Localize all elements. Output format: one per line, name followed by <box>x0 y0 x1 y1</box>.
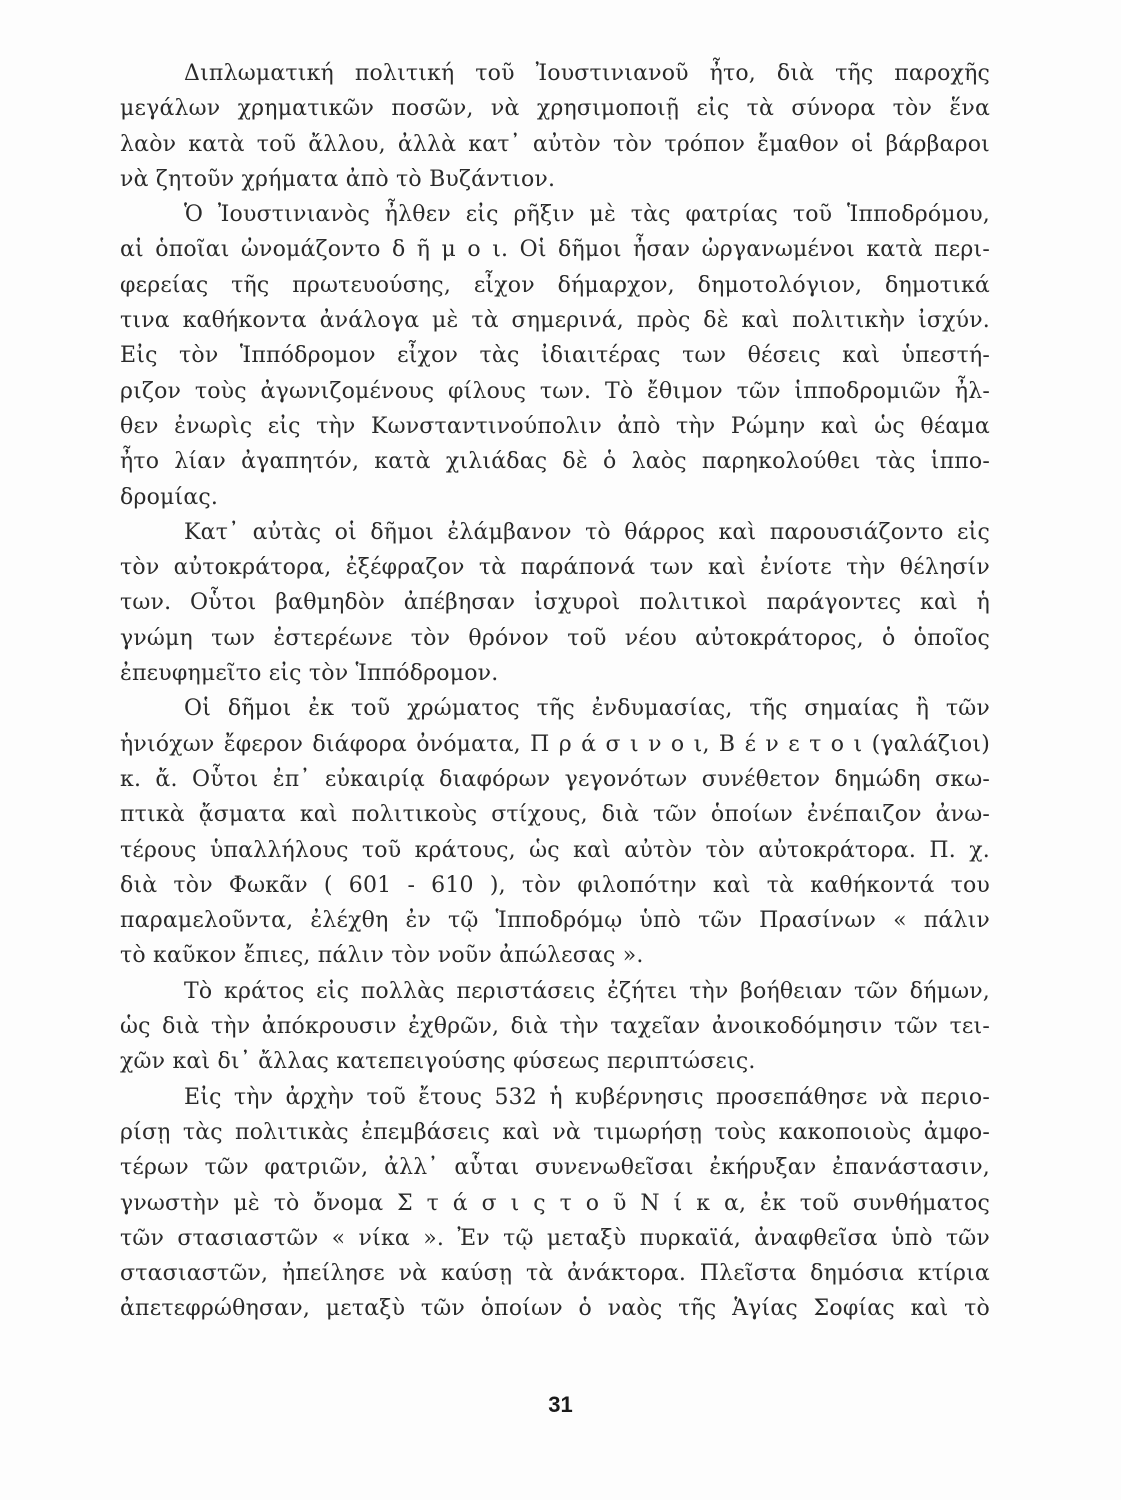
text-line: τέρους ὑπαλλήλους τοῦ κράτους, ὡς καὶ αὐτὸν τὸν αὐτοκράτορα. Π. χ. <box>120 837 990 863</box>
text-line: γνώμη των ἐστερέωνε τὸν θρόνον τοῦ νέου αὐτοκράτορος, ὁ ὁποῖος <box>120 625 990 651</box>
text-line: χῶν καὶ δι᾽ ἄλλας κατεπειγούσης φύσεως περιπτώσεις. <box>120 1049 756 1075</box>
text-line: φερείας τῆς πρωτευούσης, εἶχον δήμαρχον, δημοτολόγιον, δημοτικά <box>120 272 990 298</box>
text-line: ἐπευφημεῖτο εἰς τὸν Ἱππόδρομον. <box>120 661 499 687</box>
text-line: νὰ ζητοῦν χρήματα ἀπὸ τὸ Βυζάντιον. <box>120 166 556 192</box>
text-line: δρομίας. <box>120 484 219 510</box>
text-line: στασιαστῶν, ἠπείλησε νὰ καύσῃ τὰ ἀνάκτορα. Πλεῖστα δημόσια κτίρια <box>120 1261 990 1287</box>
text-line: τέρων τῶν φατριῶν, ἀλλ᾽ αὗται συνενωθεῖσαι ἐκήρυξαν ἐπανάστασιν, <box>120 1155 990 1181</box>
text-line: κ. ἄ. Οὗτοι ἐπ᾽ εὐκαιρίᾳ διαφόρων γεγονότων συνέθετον δημώδη σκω- <box>120 766 990 792</box>
text-line: Τὸ κράτος εἰς πολλὰς περιστάσεις ἐζήτει τὴν βοήθειαν τῶν δήμων, <box>184 978 990 1004</box>
text-line: ἡνιόχων ἔφερον διάφορα ὀνόματα, Π ρ ά σ ι ν ο ι, Β έ ν ε τ ο ι (γαλάζιοι) <box>120 731 990 757</box>
text-line: τινα καθήκοντα ἀνάλογα μὲ τὰ σημερινά, πρὸς δὲ καὶ πολιτικὴν ἰσχύν. <box>120 308 990 334</box>
text-line: γνωστὴν μὲ τὸ ὄνομα Σ τ ά σ ι ς τ ο ῦ Ν ί κ α, ἐκ τοῦ συνθήματος <box>120 1190 990 1216</box>
text-line: Οἱ δῆμοι ἐκ τοῦ χρώματος τῆς ἐνδυμασίας, τῆς σημαίας ἢ τῶν <box>184 696 990 722</box>
text-line: θεν ἐνωρὶς εἰς τὴν Κωνσταντινούπολιν ἀπὸ τὴν Ρώμην καὶ ὡς θέαμα <box>120 413 990 439</box>
text-line: πτικὰ ᾄσματα καὶ πολιτικοὺς στίχους, διὰ τῶν ὁποίων ἐνέπαιζον ἀνω- <box>120 802 990 828</box>
text-line: παραμελοῦντα, ἐλέχθη ἐν τῷ Ἱπποδρόμῳ ὑπὸ τῶν Πρασίνων « πάλιν <box>120 908 990 934</box>
text-line: ἀπετεφρώθησαν, μεταξὺ τῶν ὁποίων ὁ ναὸς τῆς Ἁγίας Σοφίας καὶ τὸ <box>120 1296 990 1322</box>
text-line: ἦτο λίαν ἀγαπητόν, κατὰ χιλιάδας δὲ ὁ λαὸς παρηκολούθει τὰς ἱππο- <box>120 449 990 475</box>
text-line: Κατ᾽ αὐτὰς οἱ δῆμοι ἐλάμβανον τὸ θάρρος καὶ παρουσιάζοντο εἰς <box>184 519 990 545</box>
text-line: τὸ καῦκον ἔπιες, πάλιν τὸν νοῦν ἀπώλεσας ». <box>120 943 644 969</box>
text-line: ριζον τοὺς ἀγωνιζομένους φίλους των. Τὸ ἔθιμον τῶν ἱπποδρομιῶν ἦλ- <box>120 378 990 404</box>
text-line: αἱ ὁποῖαι ὠνομάζοντο δ ῆ μ ο ι. Οἱ δῆμοι ἦσαν ὠργανωμένοι κατὰ περι- <box>120 237 990 263</box>
text-line: Εἰς τὴν ἀρχὴν τοῦ ἔτους 532 ἡ κυβέρνησις προσεπάθησε νὰ περιο- <box>184 1084 990 1110</box>
text-line: μεγάλων χρηματικῶν ποσῶν, νὰ χρησιμοποιῇ εἰς τὰ σύνορα τὸν ἕνα <box>120 96 990 122</box>
text-line: Ὁ Ἰουστινιανὸς ἦλθεν εἰς ρῆξιν μὲ τὰς φατρίας τοῦ Ἱπποδρόμου, <box>184 202 990 228</box>
body-text <box>120 56 990 1327</box>
text-line: ρίσῃ τὰς πολιτικὰς ἐπεμβάσεις καὶ νὰ τιμωρήσῃ τοὺς κακοποιοὺς ἀμφο- <box>120 1119 990 1145</box>
text-line: τὸν αὐτοκράτορα, ἐξέφραζον τὰ παράπονά των καὶ ἐνίοτε τὴν θέλησίν <box>120 555 990 581</box>
text-line: διὰ τὸν Φωκᾶν ( 601 - 610 ), τὸν φιλοπότην καὶ τὰ καθήκοντά του <box>120 872 990 898</box>
text-line: Εἰς τὸν Ἱππόδρομον εἶχον τὰς ἰδιαιτέρας των θέσεις καὶ ὑπεστή- <box>120 343 990 369</box>
text-line: ὡς διὰ τὴν ἀπόκρουσιν ἐχθρῶν, διὰ τὴν ταχεῖαν ἀνοικοδόμησιν τῶν τει- <box>120 1014 990 1040</box>
text-line: τῶν στασιαστῶν « νίκα ». Ἐν τῷ μεταξὺ πυρκαϊά, ἀναφθεῖσα ὑπὸ τῶν <box>120 1225 990 1251</box>
text-line: λαὸν κατὰ τοῦ ἄλλου, ἀλλὰ κατ᾽ αὐτὸν τὸν τρόπον ἔμαθον οἱ βάρβαροι <box>120 131 990 157</box>
page-number: 31 <box>548 1392 573 1417</box>
text-line: των. Οὗτοι βαθμηδὸν ἀπέβησαν ἰσχυροὶ πολιτικοὶ παράγοντες καὶ ἡ <box>120 590 990 616</box>
text-line: Διπλωματική πολιτική τοῦ Ἰουστινιανοῦ ἦτο, διὰ τῆς παροχῆς <box>184 61 990 86</box>
